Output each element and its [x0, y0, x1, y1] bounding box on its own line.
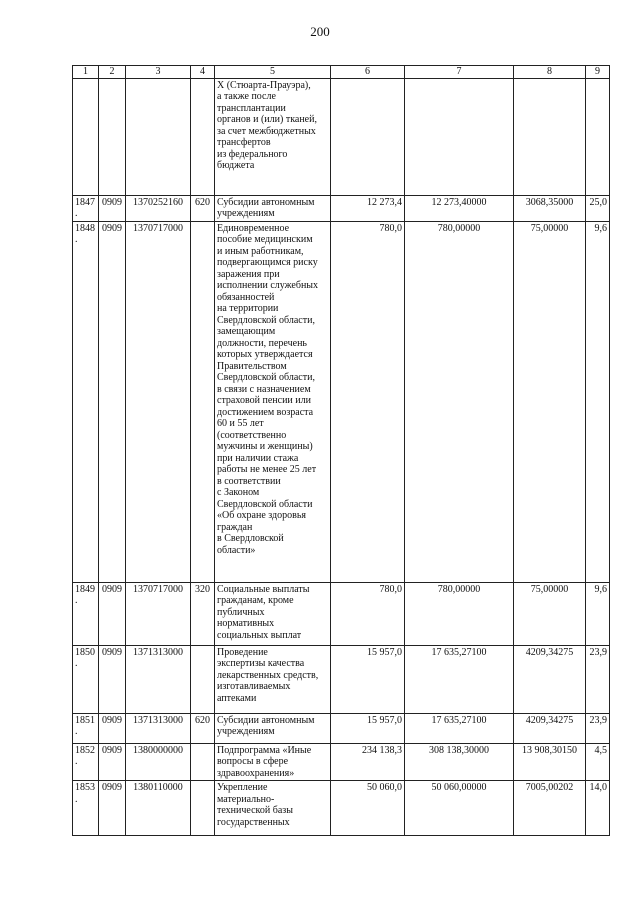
cell-description: Единовременное пособие медицинским и иным работникам, подвергающимся риску заражения при исполнении служебных обязанностей на территории Свердловской области, замещающим должности, перечень которых утверждается Правительством Свердловской области, в связи с назначением страховой пенсии или достижением возраста 60 и 55 лет (соответственно мужчины и женщины) при наличии стажа работы не менее 25 лет в соответствии с Законом Свердловской области «Об охране здоровья граждан в Свердловской области»: [215, 221, 331, 582]
cell-revised: 17 635,27100: [405, 645, 514, 713]
header-row: [73, 66, 610, 79]
cell-approved: 780,0: [331, 582, 405, 645]
cell-percent: 25,0: [586, 195, 610, 221]
cell-target: 1370252160: [126, 195, 191, 221]
table-row: [73, 743, 610, 781]
cell-executed: 4209,34275: [514, 645, 586, 713]
cell-section: 0909: [99, 582, 126, 645]
cell-percent: 23,9: [586, 645, 610, 713]
cell-revised: [405, 78, 514, 195]
cell-percent: 9,6: [586, 221, 610, 582]
header-col-1: 1: [73, 66, 99, 79]
table-row: [73, 645, 610, 713]
table-row: [73, 713, 610, 743]
cell-executed: 75,00000: [514, 221, 586, 582]
cell-type: [191, 645, 215, 713]
continuation-row: [73, 78, 610, 195]
header-col-4: 4: [191, 66, 215, 79]
budget-table: [72, 65, 610, 836]
cell-type: 320: [191, 582, 215, 645]
cell-approved: 50 060,0: [331, 781, 405, 836]
cell-number: 1847.: [73, 195, 99, 221]
cell-section: 0909: [99, 221, 126, 582]
cell-approved: 15 957,0: [331, 645, 405, 713]
cell-executed: 4209,34275: [514, 713, 586, 743]
cell-revised: 12 273,40000: [405, 195, 514, 221]
cell-executed: [514, 78, 586, 195]
table-row: [73, 195, 610, 221]
cell-number: 1851.: [73, 713, 99, 743]
cell-type: [191, 781, 215, 836]
cell-type: [191, 221, 215, 582]
cell-number: 1852.: [73, 743, 99, 781]
cell-revised: 17 635,27100: [405, 713, 514, 743]
cell-target: 1380110000: [126, 781, 191, 836]
table-row: [73, 221, 610, 582]
cell-description: Проведение экспертизы качества лекарственных средств, изготавливаемых аптеками: [215, 645, 331, 713]
cell-revised: 780,00000: [405, 582, 514, 645]
cell-description: Подпрограмма «Иные вопросы в сфере здравоохранения»: [215, 743, 331, 781]
header-col-9: 9: [586, 66, 610, 79]
cell-approved: 234 138,3: [331, 743, 405, 781]
header-col-5: 5: [215, 66, 331, 79]
cell-section: 0909: [99, 195, 126, 221]
cell-revised: 50 060,00000: [405, 781, 514, 836]
cell-section: 0909: [99, 743, 126, 781]
page-number: 200: [310, 24, 330, 39]
cell-percent: [586, 78, 610, 195]
cell-description: Укрепление материально- технической базы государственных: [215, 781, 331, 836]
cell-target: 1371313000: [126, 713, 191, 743]
cell-section: [99, 78, 126, 195]
cell-approved: [331, 78, 405, 195]
table-row: [73, 781, 610, 836]
cell-executed: 7005,00202: [514, 781, 586, 836]
cell-revised: 308 138,30000: [405, 743, 514, 781]
cell-percent: 9,6: [586, 582, 610, 645]
cell-number: 1853.: [73, 781, 99, 836]
cell-description: Субсидии автономным учреждениям: [215, 195, 331, 221]
cell-percent: 4,5: [586, 743, 610, 781]
header-col-7: 7: [405, 66, 514, 79]
cell-target: 1370717000: [126, 221, 191, 582]
cell-type: 620: [191, 195, 215, 221]
cell-approved: 780,0: [331, 221, 405, 582]
header-col-6: 6: [331, 66, 405, 79]
cell-description: Субсидии автономным учреждениям: [215, 713, 331, 743]
cell-number: 1849.: [73, 582, 99, 645]
continuation-description: Х (Стюарта-Прауэра), а также после трансплантации органов и (или) тканей, за счет межбюджетных трансфертов из федерального бюджета: [215, 78, 331, 195]
cell-section: 0909: [99, 645, 126, 713]
cell-type: [191, 78, 215, 195]
cell-executed: 75,00000: [514, 582, 586, 645]
cell-number: [73, 78, 99, 195]
cell-revised: 780,00000: [405, 221, 514, 582]
header-col-3: 3: [126, 66, 191, 79]
cell-target: [126, 78, 191, 195]
cell-section: 0909: [99, 713, 126, 743]
cell-target: 1380000000: [126, 743, 191, 781]
cell-number: 1850.: [73, 645, 99, 713]
header-col-8: 8: [514, 66, 586, 79]
cell-type: [191, 743, 215, 781]
cell-approved: 15 957,0: [331, 713, 405, 743]
cell-percent: 23,9: [586, 713, 610, 743]
cell-target: 1371313000: [126, 645, 191, 713]
table-row: [73, 582, 610, 645]
cell-executed: 3068,35000: [514, 195, 586, 221]
cell-number: 1848.: [73, 221, 99, 582]
cell-description: Социальные выплаты гражданам, кроме публичных нормативных социальных выплат: [215, 582, 331, 645]
cell-section: 0909: [99, 781, 126, 836]
cell-target: 1370717000: [126, 582, 191, 645]
cell-approved: 12 273,4: [331, 195, 405, 221]
cell-type: 620: [191, 713, 215, 743]
header-col-2: 2: [99, 66, 126, 79]
cell-percent: 14,0: [586, 781, 610, 836]
cell-executed: 13 908,30150: [514, 743, 586, 781]
